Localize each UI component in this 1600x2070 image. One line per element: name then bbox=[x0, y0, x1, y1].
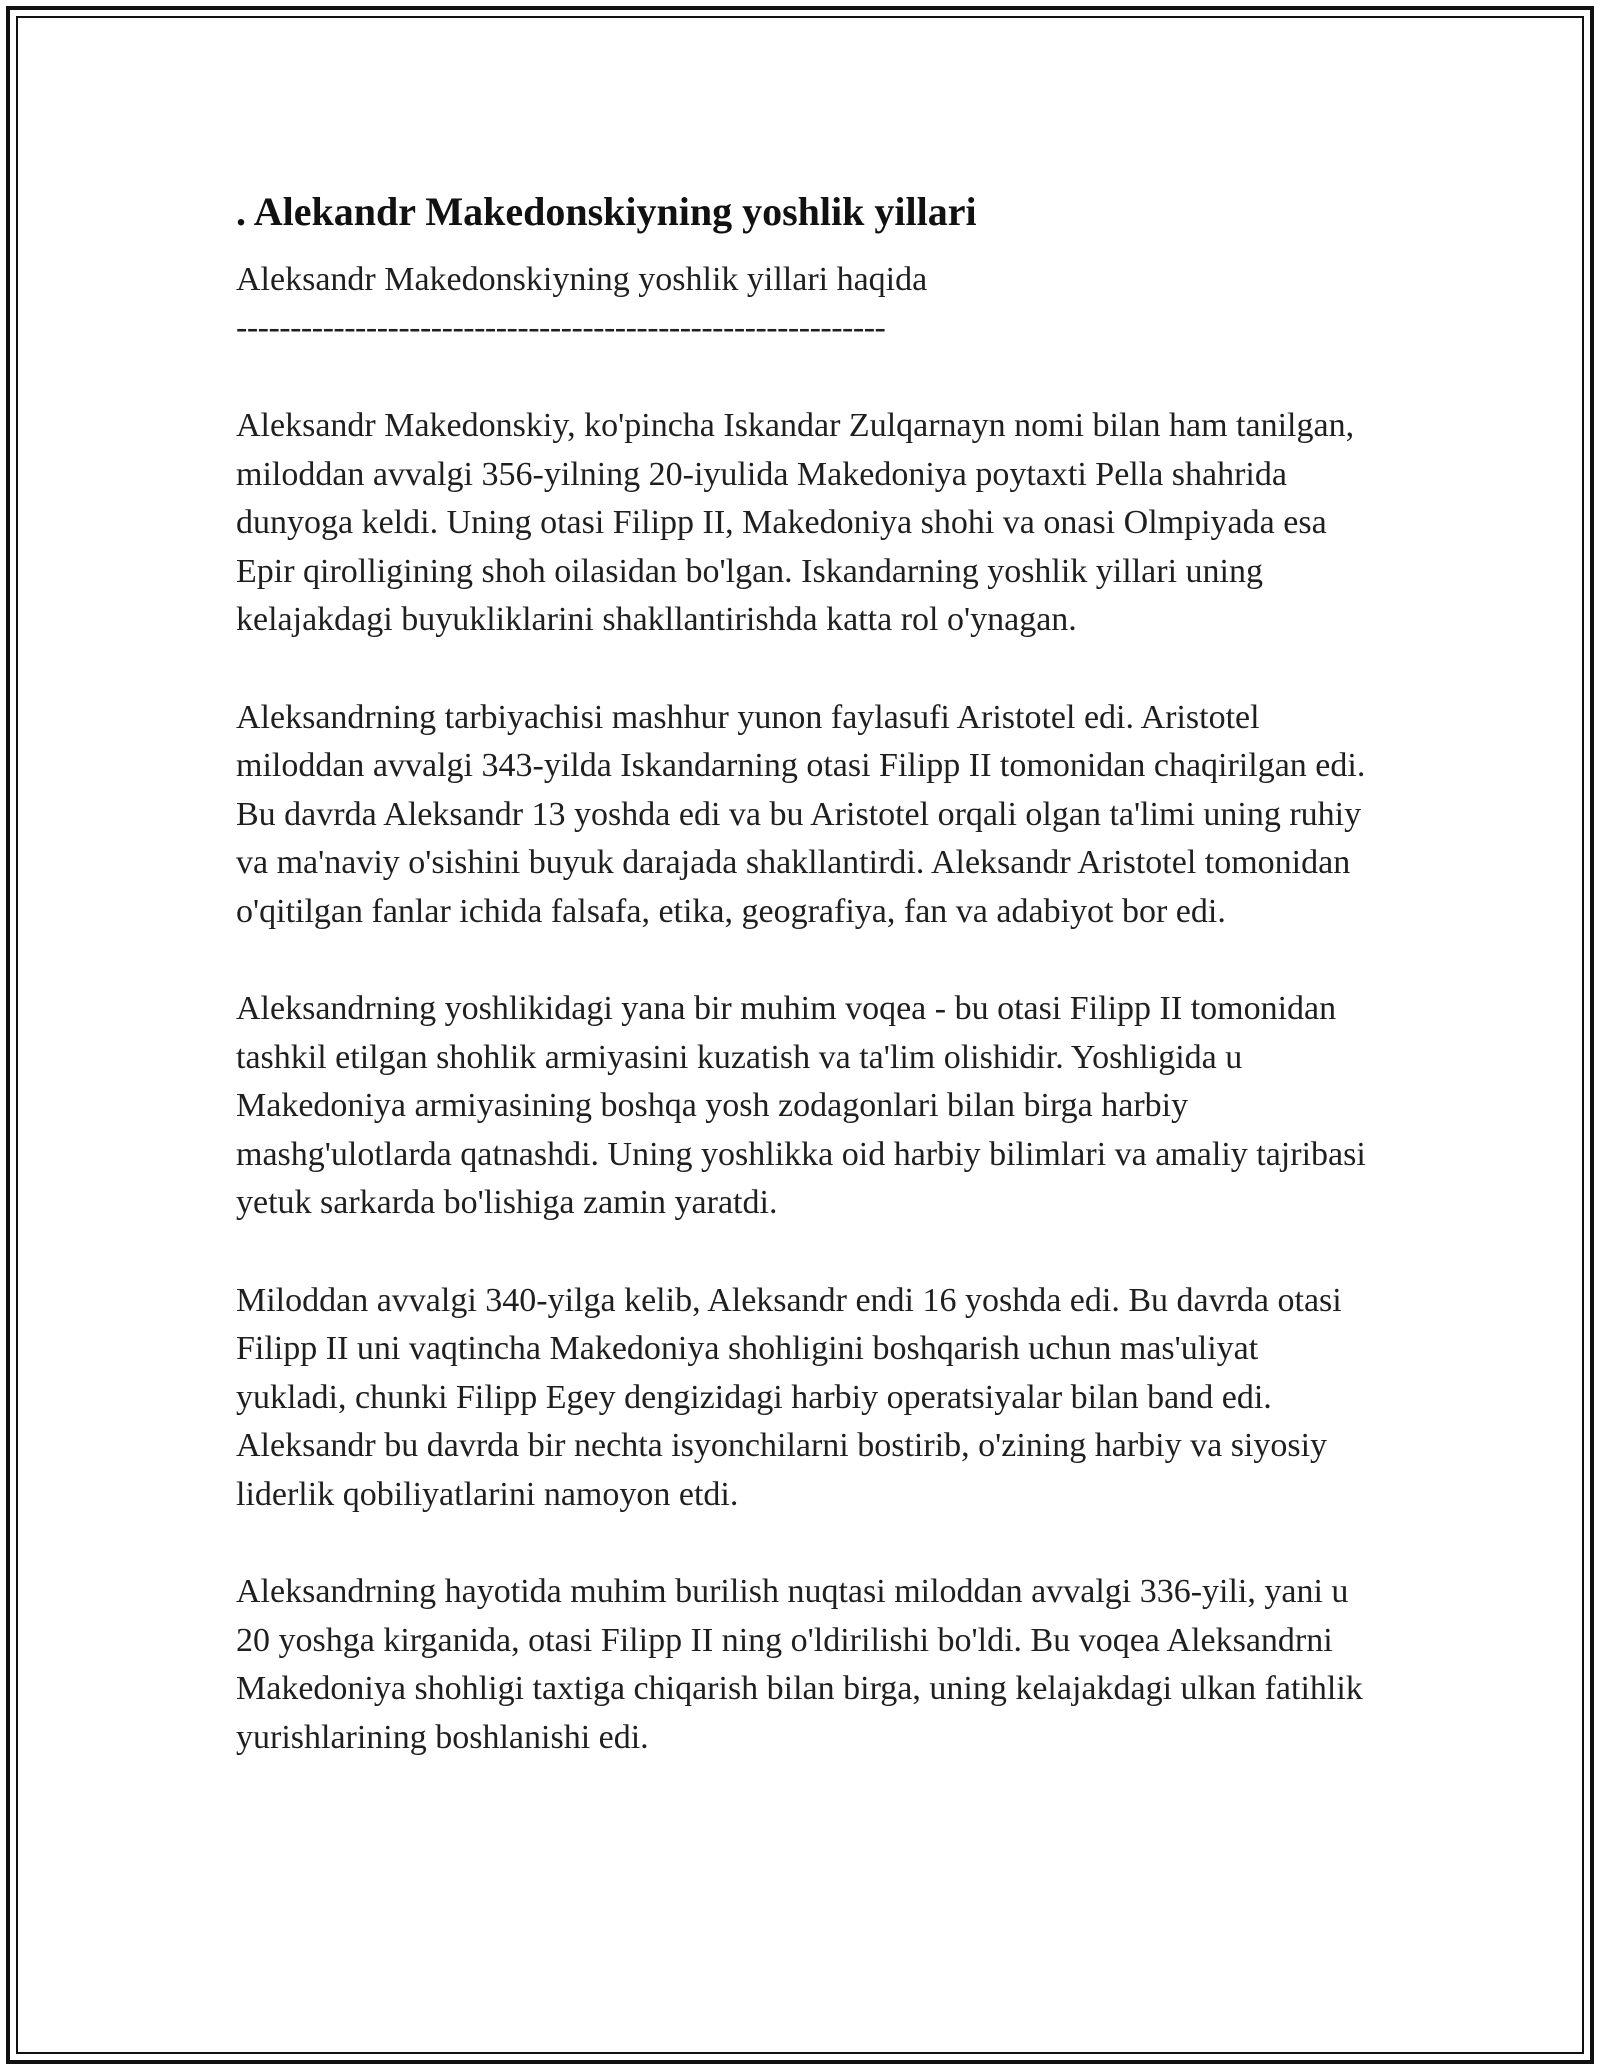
paragraph-regency: Miloddan avvalgi 340-yilga kelib, Aleksandr endi 16 yoshda edi. Bu davrda otasi Filipp II uni vaqtincha Makedoniya shohligini boshqarish uchun mas'uliyat yukladi, chunki Filipp Egey dengizidagi harbiy operatsiyalar bilan band edi. Aleksandr bu davrda bir nechta isyonchilarni bostirib, o'zining harbiy va siyosiy liderlik qobiliyatlarini namoyon etdi. bbox=[236, 1281, 1342, 1513]
document-subtitle: Aleksandr Makedonskiyning yoshlik yillari haqida bbox=[236, 261, 928, 298]
dashed-separator: ------------------------------------------------------------ bbox=[236, 309, 886, 346]
paragraph-accession: Aleksandrning hayotida muhim burilish nuqtasi miloddan avvalgi 336-yili, yani u 20 yoshga kirganida, otasi Filipp II ning o'ldirilishi bo'ldi. Bu voqea Aleksandrni Makedoniya shohligi taxtiga chiqarish bilan birga, uning kelajakdagi ulkan fatihlik yurishlarining boshlanishi edi. bbox=[236, 1573, 1363, 1756]
document-title: . Alekandr Makedonskiyning yoshlik yillari bbox=[236, 189, 977, 234]
paragraph-birth: Aleksandr Makedonskiy, ko'pincha Iskandar Zulqarnayn nomi bilan ham tanilgan, miloddan avvalgi 356-yilning 20-iyulida Makedoniya poytaxti Pella shahrida dunyoga keldi. Uning otasi Filipp II, Makedoniya shohi va onasi Olmpiyada esa Epir qirolligining shoh oilasidan bo'lgan. Iskandarning yoshlik yillari uning kelajakdagi buyukliklarini shakllantirishda katta rol o'ynagan. bbox=[236, 407, 1355, 638]
paragraph-aristotle: Aleksandrning tarbiyachisi mashhur yunon faylasufi Aristotel edi. Aristotel miloddan avvalgi 343-yilda Iskandarning otasi Filipp II tomonidan chaqirilgan edi. Bu davrda Aleksandr 13 yoshda edi va bu Aristotel orqali olgan ta'limi uning ruhiy va ma'naviy o'sishini buyuk darajada shakllantirdi. Aleksandr Aristotel tomonidan o'qitilgan fanlar ichida falsafa, etika, geografiya, fan va adabiyot bor edi. bbox=[236, 698, 1366, 930]
document-body bbox=[236, 180, 1376, 1762]
paragraph-military-training: Aleksandrning yoshlikidagi yana bir muhim voqea - bu otasi Filipp II tomonidan tashkil etilgan shohlik armiyasini kuzatish va ta'lim olishidir. Yoshligida u Makedoniya armiyasining boshqa yosh zodagonlari bilan birga harbiy mashg'ulotlarda qatnashdi. Uning yoshlikka oid harbiy bilimlari va amaliy tajribasi yetuk sarkarda bo'lishiga zamin yaratdi. bbox=[236, 990, 1366, 1221]
